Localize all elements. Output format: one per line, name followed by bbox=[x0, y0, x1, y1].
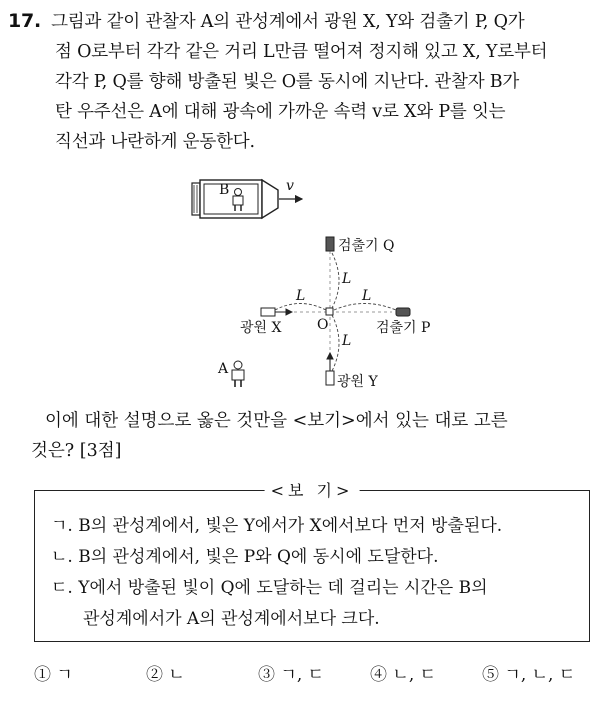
choice-2[interactable]: ② ㄴ bbox=[146, 665, 185, 685]
bogi-item-1: ㄱ. B의 관성계에서, 빛은 Y에서가 X에서보다 먼저 방출된다. bbox=[51, 516, 503, 536]
source-x-label: 광원 X bbox=[240, 320, 282, 336]
physics-figure bbox=[180, 175, 440, 400]
source-x-icon bbox=[261, 308, 275, 316]
question-line-4: 탄 우주선은 A에 대해 광속에 가까운 속력 v로 X와 P를 잇는 bbox=[55, 102, 506, 122]
question-number: 17. bbox=[8, 10, 42, 32]
choice-3[interactable]: ③ ㄱ, ㄷ bbox=[258, 665, 325, 685]
choice-4[interactable]: ④ ㄴ, ㄷ bbox=[370, 665, 437, 685]
distance-label-y: L bbox=[342, 333, 352, 349]
detector-q-icon bbox=[326, 237, 334, 251]
origin-point bbox=[326, 308, 333, 315]
ship-label: B bbox=[219, 182, 230, 198]
distance-arc-x bbox=[275, 304, 326, 311]
distance-arc-q bbox=[332, 253, 339, 308]
detector-p-label: 검출기 P bbox=[376, 320, 431, 336]
detector-q-label: 검출기 Q bbox=[338, 238, 395, 254]
question-line-2: 점 O로부터 각각 같은 거리 L만큼 떨어져 정지해 있고 X, Y로부터 bbox=[55, 42, 548, 62]
bogi-item-3: ㄷ. Y에서 방출된 빛이 Q에 도달하는 데 걸리는 시간은 B의 bbox=[51, 578, 488, 598]
distance-arc-y bbox=[332, 315, 339, 371]
distance-label-p: L bbox=[362, 288, 372, 304]
choice-1[interactable]: ① ㄱ bbox=[34, 665, 73, 685]
bogi-item-2: ㄴ. B의 관성계에서, 빛은 P와 Q에 동시에 도달한다. bbox=[51, 547, 439, 567]
detector-p-icon bbox=[396, 308, 410, 316]
distance-label-x: L bbox=[296, 288, 306, 304]
question-text bbox=[8, 6, 598, 157]
answer-choices bbox=[34, 660, 594, 690]
bogi-title: <보 기> bbox=[265, 478, 360, 501]
bogi-item-3-cont: 관성계에서가 A의 관성계에서보다 크다. bbox=[83, 609, 380, 629]
observer-a-label: A bbox=[218, 361, 229, 377]
choice-5[interactable]: ⑤ ㄱ, ㄴ, ㄷ bbox=[482, 665, 576, 685]
question-line-1: 17. 그림과 같이 관찰자 A의 관성계에서 광원 X, Y와 검출기 P, Q가 bbox=[8, 10, 525, 32]
distance-label-q: L bbox=[342, 271, 352, 287]
velocity-label: v bbox=[286, 178, 294, 194]
prompt-text: 이에 대한 설명으로 옳은 것만을 <보기>에서 있는 대로 고른 것은? [3점] bbox=[31, 411, 508, 461]
bogi-box bbox=[34, 481, 590, 642]
question-line-5: 직선과 나란하게 운동한다. bbox=[55, 132, 255, 152]
source-y-icon bbox=[326, 371, 334, 385]
question-line-3: 각각 P, Q를 향해 방출된 빛은 O를 동시에 지난다. 관찰자 B가 bbox=[55, 72, 520, 92]
distance-arc-p bbox=[334, 304, 396, 311]
source-y-label: 광원 Y bbox=[337, 374, 378, 390]
origin-label: O bbox=[317, 317, 329, 333]
observer-a-icon bbox=[232, 361, 244, 387]
